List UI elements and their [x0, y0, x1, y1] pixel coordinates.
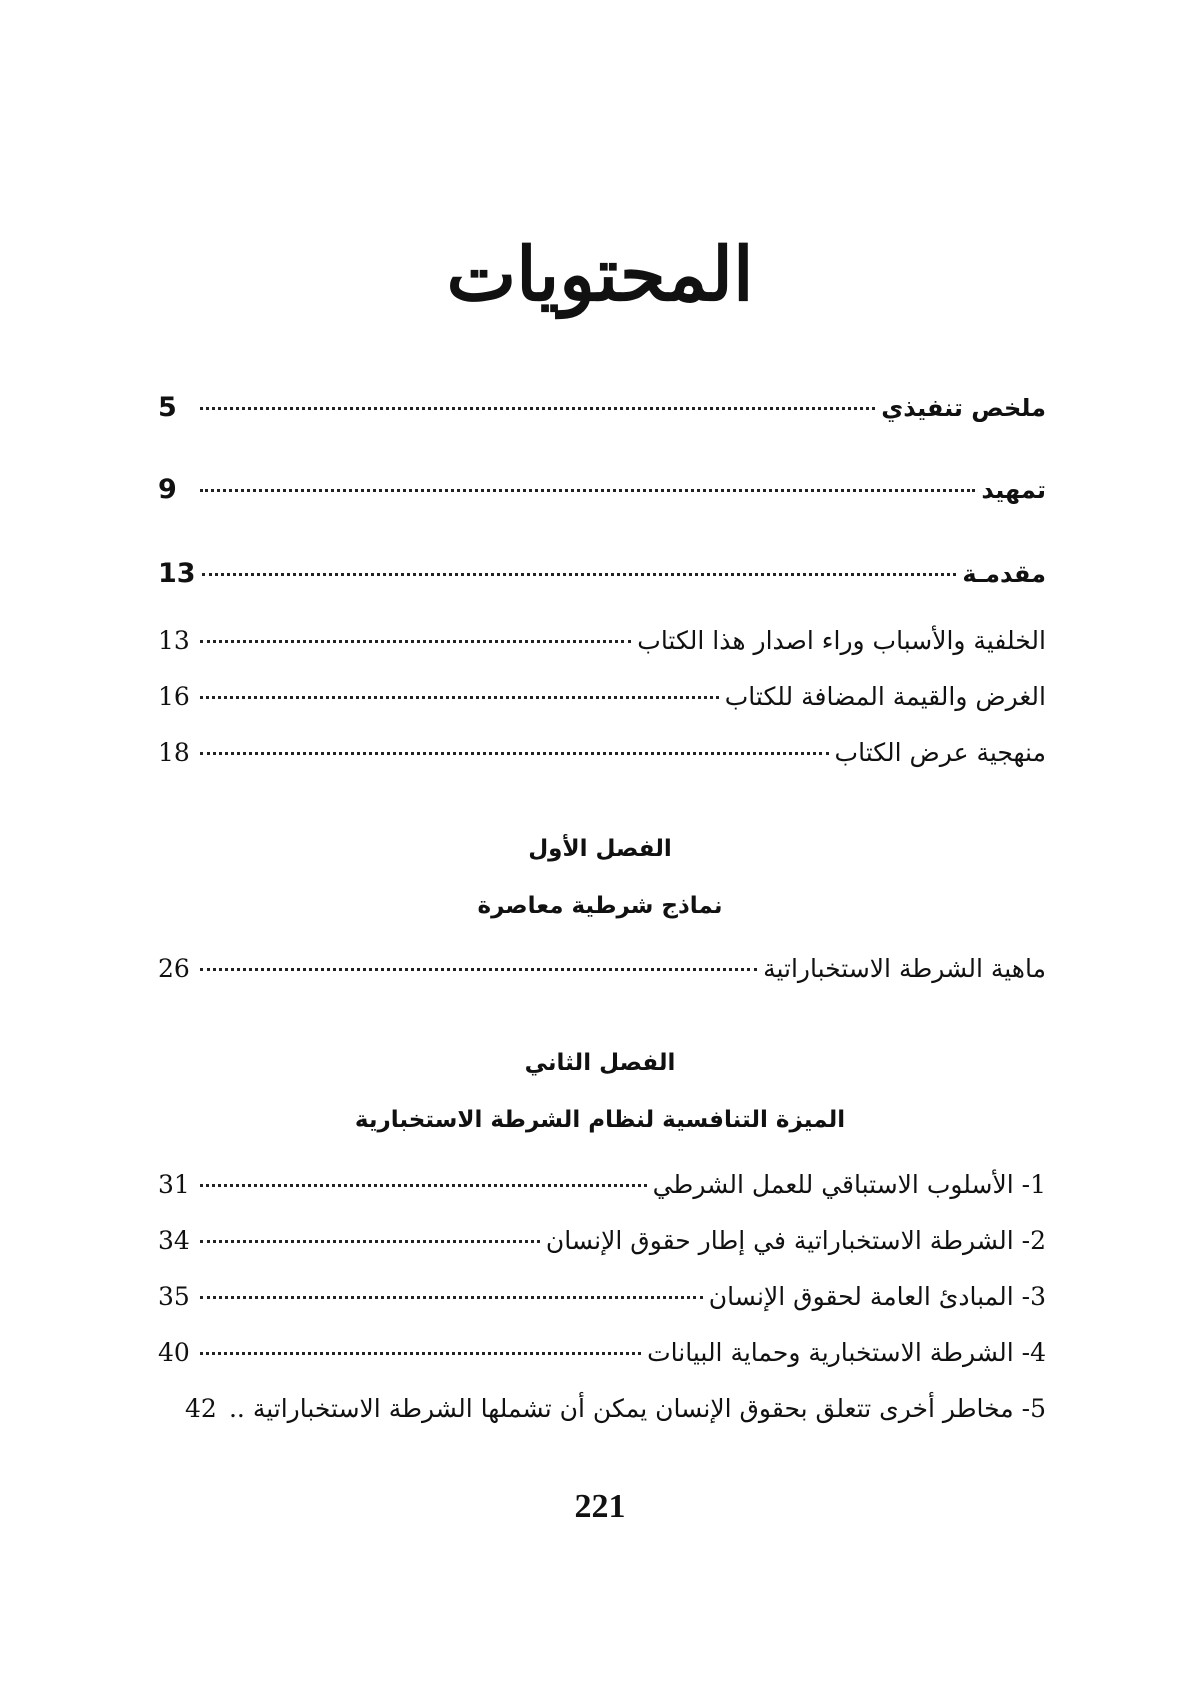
toc-entry-page: 13 [158, 626, 190, 655]
toc-entry-label: تمهيد [981, 476, 1046, 504]
toc-entry-label: 2- الشرطة الاستخباراتية في إطار حقوق الإنسان [545, 1226, 1046, 1255]
toc-entry-label: الخلفية والأسباب وراء اصدار هذا الكتاب [637, 626, 1046, 655]
toc-entry-data-protection[interactable] [158, 1338, 1046, 1378]
toc-entry-executive-summary[interactable] [158, 392, 1046, 432]
dot-leader [200, 489, 975, 492]
dot-leader [200, 1296, 703, 1299]
toc-entry-other-risks[interactable] [158, 1394, 1046, 1434]
toc-entry-intelligence-policing[interactable] [158, 954, 1046, 994]
page-number: 221 [574, 1488, 626, 1525]
dot-leader [200, 1352, 641, 1355]
toc-entry-page: 40 [158, 1338, 190, 1367]
toc-entry-page: 13 [158, 558, 196, 589]
dot-leader [200, 696, 719, 699]
dot-leader [200, 1184, 647, 1187]
toc-entry-page: 35 [158, 1282, 190, 1311]
toc-entry-page: 16 [158, 682, 190, 711]
toc-entry-label: الغرض والقيمة المضافة للكتاب [724, 682, 1046, 711]
toc-entry-preface[interactable] [158, 474, 1046, 514]
page-title: المحتويات [446, 232, 754, 318]
toc-entry-human-rights-framework[interactable] [158, 1226, 1046, 1266]
toc-entry-label: منهجية عرض الكتاب [834, 738, 1046, 767]
toc-entry-label: مقدمـة [962, 560, 1046, 588]
toc-entry-page: 42 [184, 1394, 217, 1423]
toc-entry-label: 4- الشرطة الاستخبارية وحماية البيانات [647, 1338, 1046, 1367]
toc-entry-general-principles[interactable] [158, 1282, 1046, 1322]
dot-leader [200, 640, 631, 643]
dot-leader [200, 752, 829, 755]
toc-entry-methodology[interactable] [158, 738, 1046, 778]
chapter-1-heading: الفصل الأول [528, 836, 672, 862]
toc-entry-page: 34 [158, 1226, 190, 1255]
chapter-2-heading: الفصل الثاني [524, 1050, 676, 1076]
chapter-2-subtitle: الميزة التنافسية لنظام الشرطة الاستخبارية [354, 1107, 846, 1133]
toc-entry-page: 5 [158, 392, 177, 423]
dot-leader [200, 968, 757, 971]
chapter-1-subtitle: نماذج شرطية معاصرة [477, 893, 723, 919]
toc-entry-page: 26 [158, 954, 190, 983]
toc-entry-purpose[interactable] [158, 682, 1046, 722]
toc-entry-page: 31 [158, 1170, 190, 1199]
toc-entry-page: 9 [158, 474, 177, 505]
toc-entry-background[interactable] [158, 626, 1046, 666]
toc-entry-label: ملخص تنفيذي [881, 394, 1046, 422]
toc-entry-label: 5- مخاطر أخرى تتعلق بحقوق الإنسان يمكن أن تشملها الشرطة الاستخباراتية .. [228, 1394, 1046, 1423]
dot-leader [200, 407, 875, 410]
toc-entry-introduction[interactable] [158, 558, 1046, 598]
dot-leader [200, 1240, 540, 1243]
toc-entry-label: 1- الأسلوب الاستباقي للعمل الشرطي [652, 1170, 1046, 1199]
toc-entry-proactive-approach[interactable] [158, 1170, 1046, 1210]
toc-entry-label: ماهية الشرطة الاستخباراتية [763, 954, 1046, 983]
toc-entry-page: 18 [158, 738, 190, 767]
dot-leader [202, 573, 957, 576]
toc-entry-label: 3- المبادئ العامة لحقوق الإنسان [708, 1282, 1046, 1311]
